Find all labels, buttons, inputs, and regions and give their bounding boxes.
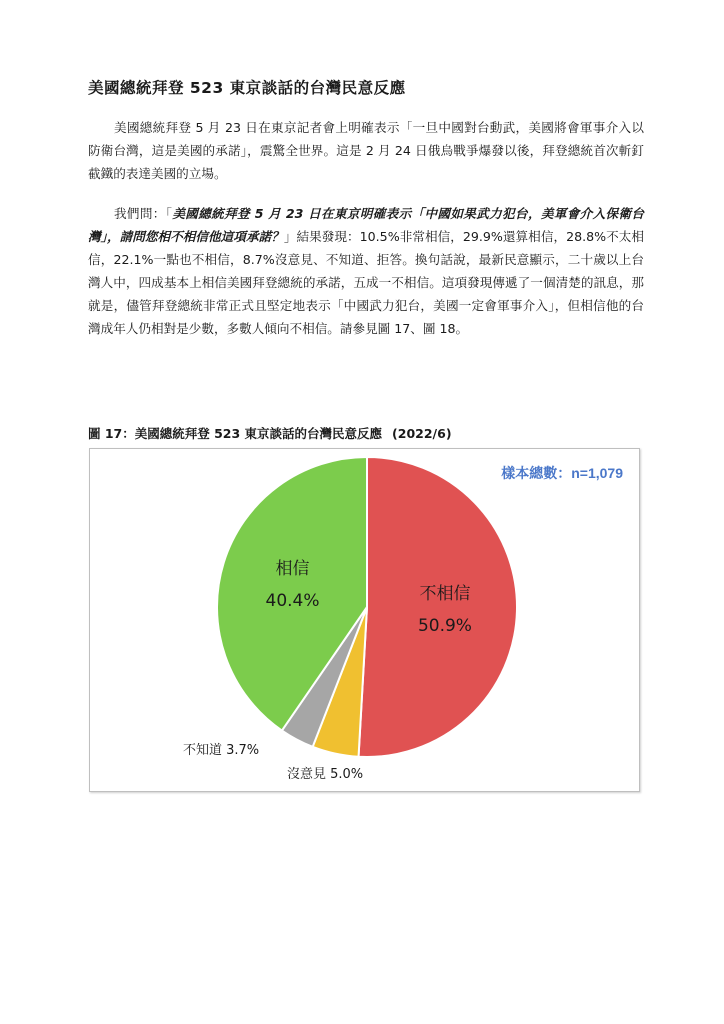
figure-caption-title: 圖 17：美國總統拜登 523 東京談話的台灣民意反應: [88, 426, 383, 441]
slice-value-label: 50.9%: [417, 616, 472, 637]
slice-name-label: 相信: [275, 558, 310, 579]
sample-size-label: 樣本總數：n=1,079: [501, 465, 623, 481]
survey-result-text: 」結果發現：10.5%非常相信，29.9%還算相信，28.8%不太相信，22.1%一點也不相信，8.7%沒意見、不知道、拒答。換句話說，最新民意顯示，二十歲以上台灣人中，四成基本上相信美國拜登總統的承諾，五成一不相信。這項發現傳遞了一個清楚的訊息，那就是，儘管拜登總統非常正式且堅定地表示「中國武力犯台，美國一定會軍事介入」，但相信他的台灣成年人仍相對是少數，多數人傾向不相信。請參見圖 17、圖 18。: [88, 229, 644, 336]
survey-paragraph: [88, 202, 644, 340]
figure-caption: [88, 424, 452, 442]
intro-paragraph: 美國總統拜登 5 月 23 日在東京記者會上明確表示「一旦中國對台動武，美國將會軍事介入以防衛台灣，這是美國的承諾」，震驚全世界。這是 2 月 24 日俄烏戰爭爆發以後，拜登總統首次斬釘截鐵的表達美國的立場。: [88, 120, 644, 181]
slice-outside-label: 不知道 3.7%: [183, 743, 260, 758]
slice-name-label: 不相信: [419, 584, 471, 605]
pie-chart-frame: [89, 448, 640, 792]
question-lead: 我們問：「: [114, 206, 173, 221]
pie-chart: [90, 449, 639, 791]
page-title: 美國總統拜登 523 東京談話的台灣民意反應: [88, 79, 406, 97]
slice-value-label: 40.4%: [265, 590, 320, 611]
pie-slice-0: [359, 457, 517, 757]
survey-question: 美國總統拜登 5 月 23 日在東京明確表示「中國如果武力犯台，美軍會介入保衛台灣」，請問您相不相信他這項承諾？: [88, 206, 645, 244]
figure-caption-date: (2022/6): [392, 426, 452, 441]
slice-outside-label: 沒意見 5.0%: [287, 767, 364, 782]
